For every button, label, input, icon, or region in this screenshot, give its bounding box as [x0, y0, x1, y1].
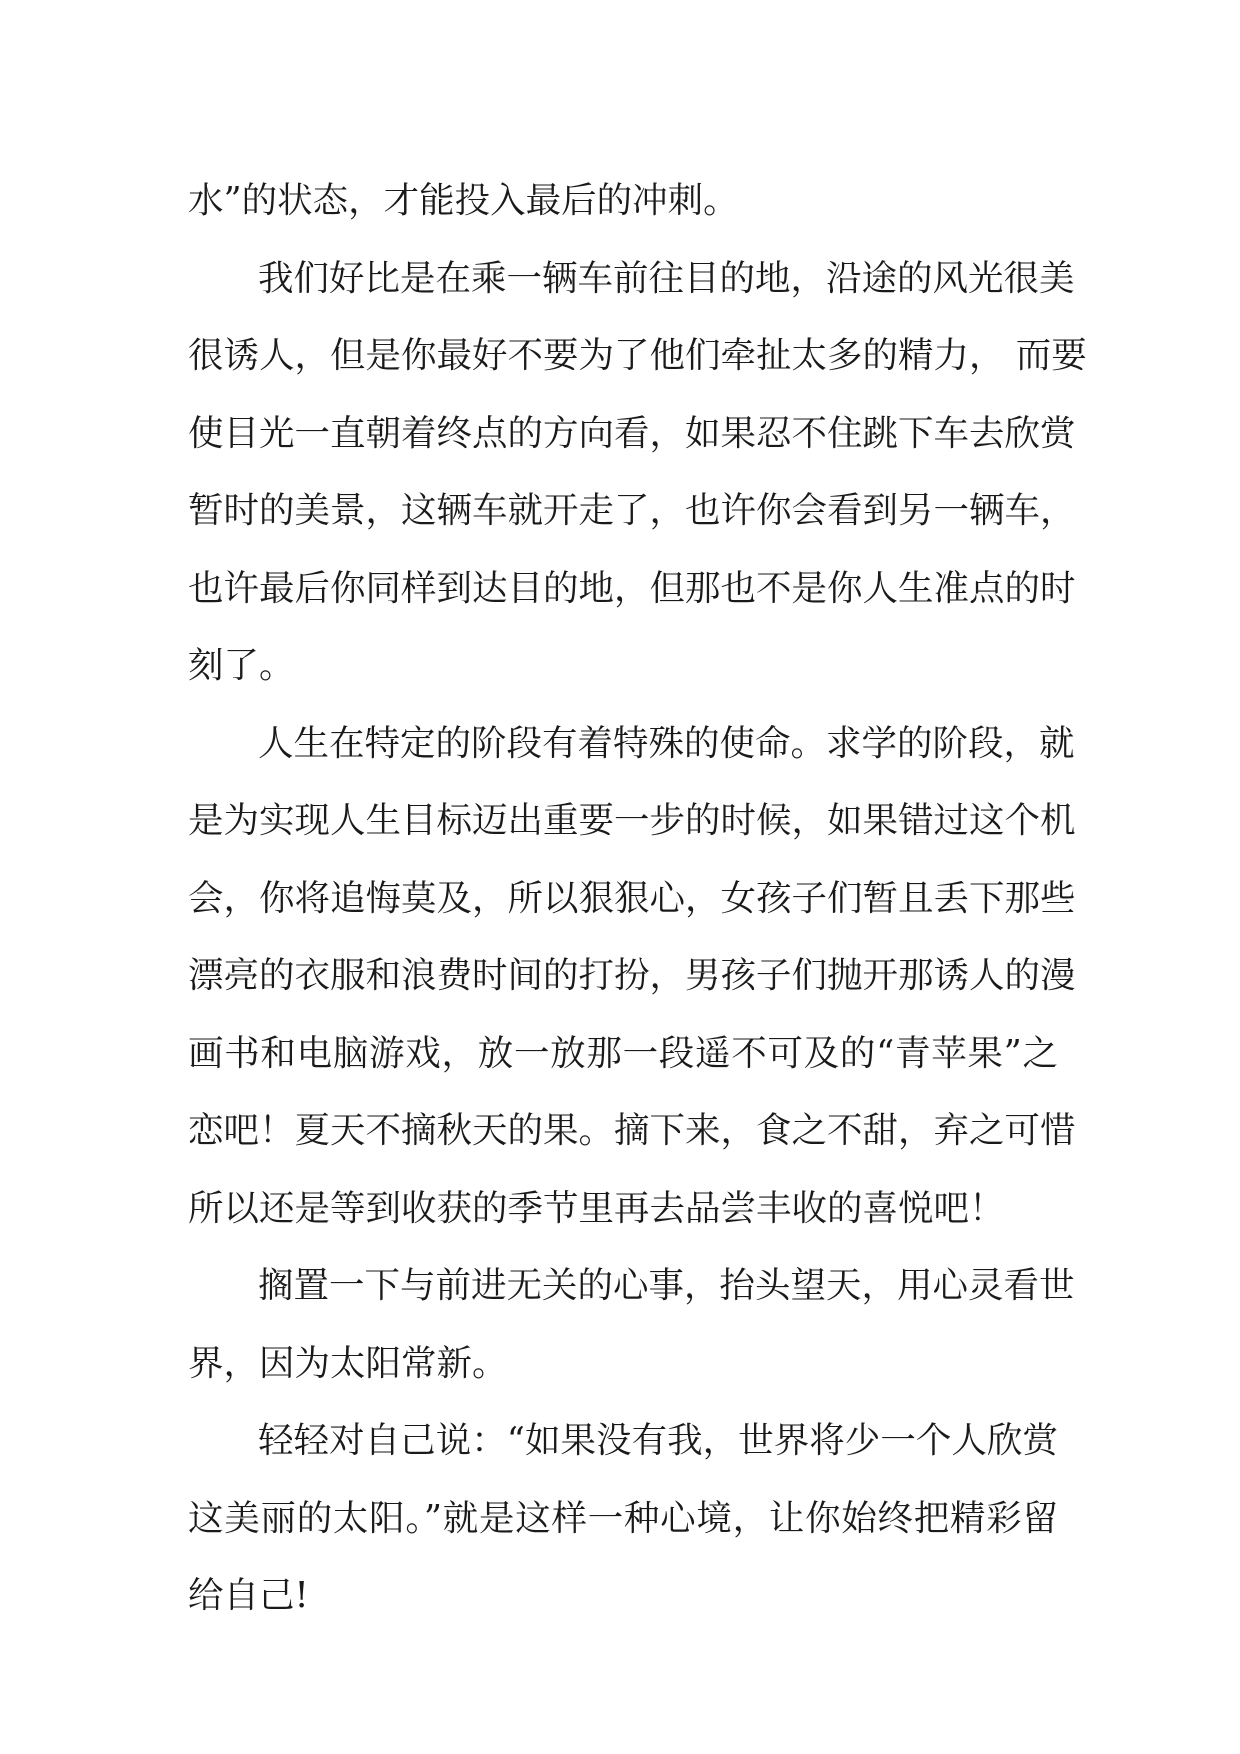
- text-line: 很诱人，但是你最好不要为了他们牵扯太多的精力， 而要: [188, 335, 1087, 376]
- paragraph-5: [188, 1402, 1058, 1635]
- text-line: 搁置一下与前进无关的心事，抬头望天，用心灵看世: [258, 1265, 1075, 1306]
- text-line: 恋吧！夏天不摘秋天的果。摘下来，食之不甜，弃之可惜: [188, 1110, 1076, 1151]
- paragraph-2: [188, 240, 1087, 705]
- text-line: 使目光一直朝着终点的方向看，如果忍不住跳下车去欣赏: [188, 412, 1076, 454]
- text-line: 给自己!: [188, 1575, 309, 1616]
- text-line: 轻轻对自己说：“如果没有我，世界将少一个人欣赏: [258, 1420, 1058, 1461]
- text-line: 我们好比是在乘一辆车前往目的地，沿途的风光很美: [258, 257, 1075, 299]
- text-line: 界，因为太阳常新。: [188, 1342, 508, 1384]
- text-line: 是为实现人生目标迈出重要一步的时候，如果错过这个机: [188, 800, 1076, 841]
- text-line: 漂亮的衣服和浪费时间的打扮，男孩子们抛开那诱人的漫: [188, 955, 1076, 996]
- text-line: 水”的状态，才能投入最后的冲刺。: [188, 180, 739, 221]
- paragraph-3: [188, 705, 1076, 1248]
- text-line: 这美丽的太阳。”就是这样一种心境，让你始终把精彩留: [188, 1497, 1058, 1539]
- text-line: 会，你将追悔莫及，所以狠狠心，女孩子们暂且丢下那些: [188, 877, 1076, 919]
- text-line: 画书和电脑游戏，放一放那一段遥不可及的“青苹果”之: [188, 1032, 1058, 1074]
- paragraph-4: [188, 1247, 1075, 1402]
- text-line: 刻了。: [188, 645, 295, 686]
- paragraph-1: [188, 162, 1058, 240]
- text-line: 所以还是等到收获的季节里再去品尝丰收的喜悦吧！: [188, 1187, 1005, 1229]
- text-line: 也许最后你同样到达目的地，但那也不是你人生准点的时: [188, 567, 1076, 609]
- text-line: 人生在特定的阶段有着特殊的使命。求学的阶段，就: [258, 722, 1075, 764]
- document-body: [188, 162, 1087, 1635]
- text-line: 暂时的美景，这辆车就开走了，也许你会看到另一辆车，: [188, 490, 1076, 531]
